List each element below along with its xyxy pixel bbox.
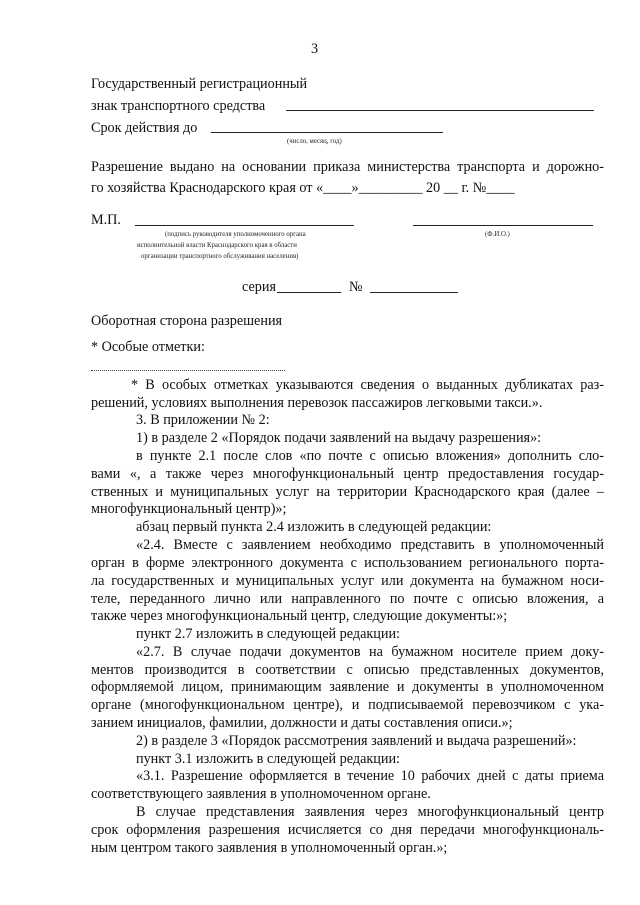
- body-line: срок оформления разрешения исчисляется со дня передачи многофункциональ-: [91, 822, 604, 838]
- body-line: «2.4. Вместе с заявлением необходимо представить в уполномоченный: [136, 537, 604, 553]
- body-line: 3. В приложении № 2:: [136, 412, 270, 428]
- number-sign: №: [349, 279, 363, 295]
- body-line: ла государственных и муниципальных услуг или документа на бумажном носи-: [91, 573, 604, 589]
- body-line: пункт 3.1 изложить в следующей редакции:: [136, 751, 400, 767]
- body-line: орган в форме электронного документа с использованием регионального порта-: [91, 555, 604, 571]
- body-line: соответствующего заявления в уполномоченном органе.: [91, 786, 431, 802]
- body-line: абзац первый пункта 2.4 изложить в следующей редакции:: [136, 519, 492, 535]
- reg-sign-blank-line: [286, 110, 594, 111]
- mp-label: М.П.: [91, 212, 121, 228]
- reverse-side-heading: Оборотная сторона разрешения: [91, 313, 283, 329]
- body-line: в пункте 2.1 после слов «по почте с описью вложения» дополнить сло-: [136, 448, 604, 464]
- body-line: оформляемой лицом, принимающим заявление и документы в уполномоченном: [91, 679, 604, 695]
- body-line: вами «, а также через многофункциональный центр предоставления государ-: [91, 466, 604, 482]
- body-line: «2.7. В случае подачи документов на бумажном носителе прием доку-: [136, 644, 604, 660]
- special-marks-label: * Особые отметки:: [91, 339, 205, 355]
- body-line: 1) в разделе 2 «Порядок подачи заявлений на выдачу разрешения»:: [136, 430, 542, 446]
- body-line: 2) в разделе 3 «Порядок рассмотрения заявлений и выдача разрешений»:: [136, 733, 577, 749]
- signer-hint-line1: (подпись руководителя уполномоченного органа: [165, 231, 306, 238]
- signer-hint-line2: исполнительной власти Краснодарского края в области: [137, 242, 297, 249]
- page-number: 3: [311, 41, 319, 57]
- number-blank-line: [370, 292, 458, 293]
- body-line: занием инициалов, фамилии, должности и даты составления описи.»;: [91, 715, 513, 731]
- body-line: пункт 2.7 изложить в следующей редакции:: [136, 626, 400, 642]
- series-label: серия: [242, 279, 276, 295]
- body-line: многофункциональный центр)»;: [91, 501, 287, 517]
- signature-line: [135, 225, 354, 226]
- series-blank-line: [277, 292, 341, 293]
- body-line: теле, переданного лично или направленного по почте с описью вложения, а: [91, 591, 604, 607]
- body-line: также через многофункциональный центр, следующие документы:»;: [91, 608, 508, 624]
- reg-sign-label-line2: знак транспортного средства: [91, 98, 266, 114]
- body-line: решений, условиях выполнения перевозок пассажиров легковыми такси.».: [91, 395, 543, 411]
- footnote-divider: [91, 370, 285, 371]
- permit-basis-line1: Разрешение выдано на основании приказа министерства транспорта и дорожно-: [91, 159, 604, 175]
- body-line: ментов производится в соответствии с описью представленных документов,: [91, 662, 604, 678]
- fio-line: [413, 225, 593, 226]
- body-line: ственных и муниципальных услуг на территории Краснодарского края (далее –: [91, 484, 604, 500]
- permit-basis-line2: го хозяйства Краснодарского края от «____»_________ 20 __ г. №____: [91, 180, 515, 196]
- fio-hint: (Ф.И.О.): [485, 231, 510, 238]
- validity-hint: (число, месяц, год): [287, 138, 342, 145]
- validity-label: Срок действия до: [91, 120, 198, 136]
- body-line: В случае представления заявления через многофункциональный центр: [136, 804, 604, 820]
- reg-sign-label-line1: Государственный регистрационный: [91, 76, 308, 92]
- body-line: «3.1. Разрешение оформляется в течение 10 рабочих дней с даты приема: [136, 768, 604, 784]
- body-line: ным центром такого заявления в уполномоченный орган.»;: [91, 840, 448, 856]
- signer-hint-line3: организации транспортного обслуживания населения): [141, 253, 299, 260]
- body-line: органе (многофункциональном центре), и подписываемой перевозчиком с ука-: [91, 697, 604, 713]
- validity-blank-line: [211, 132, 443, 133]
- body-line: * В особых отметках указываются сведения о выданных дубликатах раз-: [131, 377, 604, 393]
